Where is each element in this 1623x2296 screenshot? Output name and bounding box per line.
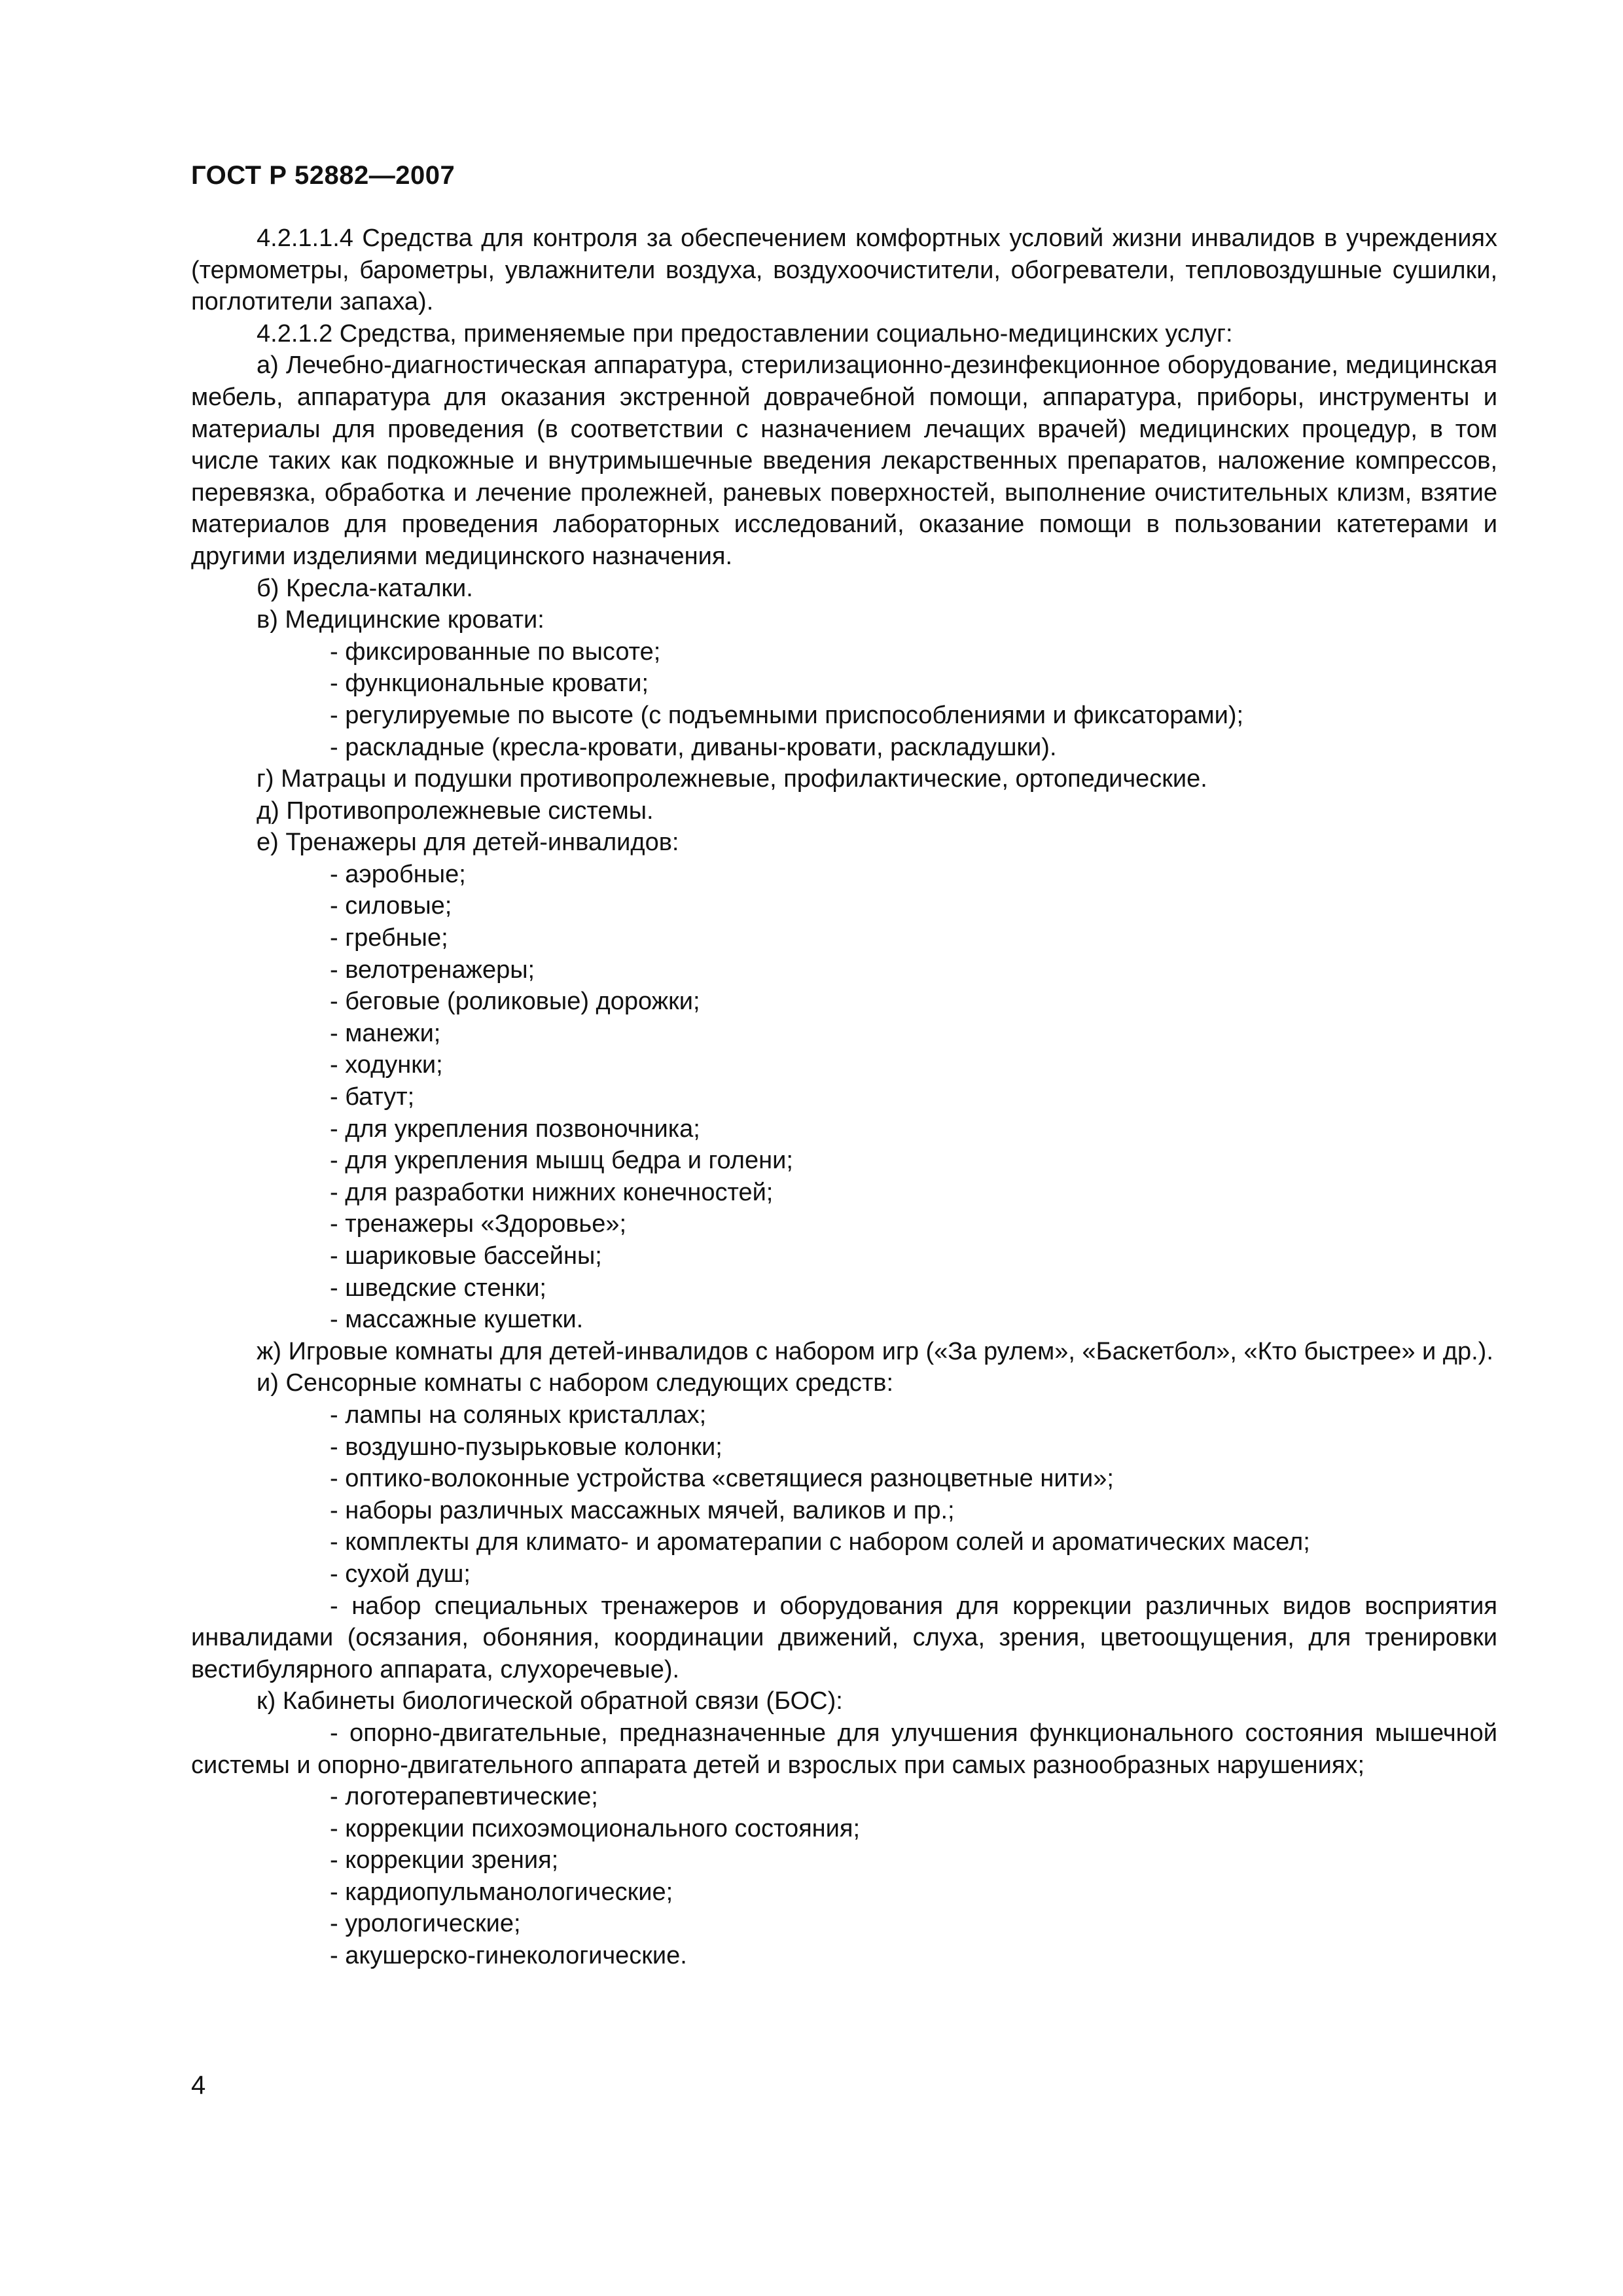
list-item-long: - опорно-двигательные, предназначенные для улучшения функционального состояния мышечной системы и опорно-двигательного аппарата детей и взрослых при самых разнообразных нарушениях; — [191, 1719, 1497, 1779]
list-item-long: - набор специальных тренажеров и оборудования для коррекции различных видов восприятия инвалидами (осязания, обоняния, координации движений, слуха, зрения, цветоощущения, для тренировки вестибулярного аппарата, слухоречевые). — [191, 1592, 1497, 1683]
list-item: - раскладные (кресла-кровати, диваны-кровати, раскладушки). — [330, 733, 1057, 761]
list-item: - сухой душ; — [330, 1560, 471, 1588]
list-item: - наборы различных массажных мячей, валиков и пр.; — [330, 1496, 955, 1524]
item-e: е) Тренажеры для детей-инвалидов: — [257, 829, 679, 857]
list-item: - регулируемые по высоте (с подъемными приспособлениями и фиксаторами); — [330, 701, 1244, 729]
list-item: - акушерско-гинекологические. — [330, 1942, 687, 1970]
list-item: - тренажеры «Здоровье»; — [330, 1210, 627, 1238]
paragraph-4-2-1-1-4: 4.2.1.1.4 Средства для контроля за обеспечением комфортных условий жизни инвалидов в учреждениях (термометры, барометры, увлажнители воздуха, воздухоочистители, обогреватели, тепловоздушные сушилки, поглотители запаха). — [191, 224, 1497, 316]
list-item: - коррекции психоэмоционального состояния; — [330, 1814, 861, 1842]
list-item: - для укрепления мышц бедра и голени; — [330, 1147, 793, 1175]
item-g: г) Матрацы и подушки противопролежневые, профилактические, ортопедические. — [257, 765, 1207, 793]
item-b: б) Кресла-каталки. — [257, 574, 473, 602]
item-k: к) Кабинеты биологической обратной связи (БОС): — [257, 1687, 843, 1715]
item-a: а) Лечебно-диагностическая аппаратура, стерилизационно-дезинфекционное оборудование, медицинская мебель, аппаратура для оказания экстренной доврачебной помощи, аппаратура, приборы, инструменты и материалы для проведения (в соответствии с назначением лечащих врачей) медицинских процедур, в том числе таких как подкожные и внутримышечные введения лекарственных препаратов, наложение компрессов, перевязка, обработка и лечение пролежней, раневых поверхностей, выполнение очистительных клизм, взятие материалов для проведения лабораторных исследований, оказание помощи в пользовании катетерами и другими изделиями медицинского назначения. — [191, 351, 1497, 570]
list-item: - функциональные кровати; — [330, 670, 649, 698]
list-item: - ходунки; — [330, 1051, 443, 1079]
item-v: в) Медицинские кровати: — [257, 606, 544, 634]
list-item: - гребные; — [330, 924, 448, 952]
list-item: - шведские стенки; — [330, 1274, 546, 1302]
list-item: - беговые (роликовые) дорожки; — [330, 988, 700, 1016]
list-item: - для укрепления позвоночника; — [330, 1115, 700, 1143]
list-item: - воздушно-пузырьковые колонки; — [330, 1433, 722, 1461]
list-item: - шариковые бассейны; — [330, 1242, 602, 1270]
list-item: - массажные кушетки. — [330, 1306, 584, 1334]
list-item: - комплекты для климато- и ароматерапии с набором солей и ароматических масел; — [330, 1528, 1310, 1556]
list-item: - батут; — [330, 1083, 415, 1111]
list-item: - для разработки нижних конечностей; — [330, 1178, 774, 1206]
document-body — [191, 223, 1497, 1972]
list-item: - аэробные; — [330, 860, 466, 888]
list-item: - фиксированные по высоте; — [330, 637, 661, 666]
item-zh: ж) Игровые комнаты для детей-инвалидов с набором игр («За рулем», «Баскетбол», «Кто быстрее» и др.). — [257, 1337, 1493, 1365]
item-i: и) Сенсорные комнаты с набором следующих средств: — [257, 1369, 894, 1397]
list-item: - велотренажеры; — [330, 956, 535, 984]
list-item: - силовые; — [330, 892, 452, 920]
list-item: - коррекции зрения; — [330, 1846, 559, 1874]
list-item: - кардиопульманологические; — [330, 1878, 673, 1906]
page-number: 4 — [191, 2071, 206, 2100]
list-item: - урологические; — [330, 1910, 521, 1938]
document-header: ГОСТ Р 52882—2007 — [191, 161, 455, 190]
item-d: д) Противопролежневые системы. — [257, 797, 654, 825]
list-item: - логотерапевтические; — [330, 1783, 598, 1811]
list-item: - лампы на соляных кристаллах; — [330, 1401, 707, 1429]
list-item: - манежи; — [330, 1019, 441, 1047]
list-item: - оптико-волоконные устройства «светящиеся разноцветные нити»; — [330, 1465, 1114, 1493]
paragraph-4-2-1-2: 4.2.1.2 Средства, применяемые при предоставлении социально-медицинских услуг: — [257, 319, 1233, 348]
